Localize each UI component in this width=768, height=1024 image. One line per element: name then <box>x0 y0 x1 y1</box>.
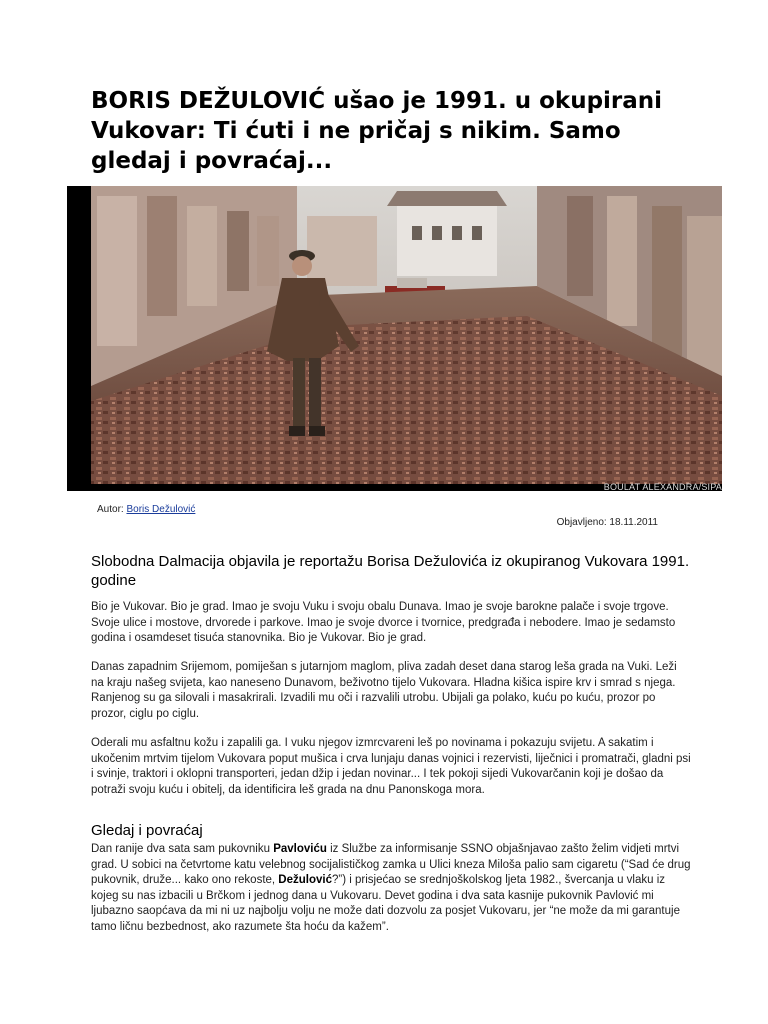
article-title: BORIS DEŽULOVIĆ ušao je 1991. u okupirani Vukovar: Ti ćuti i ne pričaj s nikim. Samo gledaj i povraćaj... <box>91 88 663 174</box>
article-subtitle: Slobodna Dalmacija objavila je reportažu Borisa Dežulovića iz okupiranog Vukovara 1991. godine <box>91 553 690 589</box>
author-line <box>97 504 195 515</box>
paragraph-4-text-1: Dan ranije dva sata sam pukovniku <box>91 843 274 855</box>
author-link[interactable]: Boris Dežulović <box>126 504 196 515</box>
paragraph-4-text-2: iz Službe za informisanje SSNO objašnjavao zašto želim vidjeti mrtvi grad. U sobici na četvrtome katu velebnog socijalističkog zamka u Ulici kneza Miloša palio sam cigaretu (“Sad će drug pukovnik, druže... kako ono rekoste, <box>91 843 691 886</box>
bold-name-dezulovic: Dežulović <box>278 874 332 886</box>
ruined-street-image <box>67 186 722 491</box>
publish-date: Objavljeno: 18.11.2011 <box>556 517 658 528</box>
author-label: Autor: <box>97 504 124 515</box>
paragraph-1: Bio je Vukovar. Bio je grad. Imao je svoju Vuku i svoju obalu Dunava. Imao je svoje barokne palače i svoje trgove. Svoje ulice i mostove, drvorede i parkove. Imao je svoje dvorce i tvornice, predgrađa i nebodere. Imao je sedamsto godina i osamdeset tisuća stanovnika. Bio je Vukovar. Bio je grad. <box>91 601 676 644</box>
paragraph-4-text-3: ?”) i prisjećao se srednjoškolskog ljeta 1982., švercanja u vlaku iz kojeg su nas izbacili u Brčkom i jednog dana u Vukovaru. Devet godina i dva sata kasnije pukovnik Pavlović mi ljubazno saopćava da mi ni uz najbolju volju ne može dati dozvolu za posjet Vukovaru, jer “ne može da mi garantuje tamo ličnu bezbednost, ako razumete šta hoću da kažem”. <box>91 874 680 933</box>
paragraph-4 <box>91 842 691 935</box>
paragraph-3: Oderali mu asfaltnu kožu i zapalili ga. I vuku njegov izmrcvareni leš po novinama i pokazuju svijetu. A sakatim i ukočenim mrtvim tijelom Vukovara poput mušica i crva lunjaju danas vojnici i rezervisti, liječnici i promatrači, gladni psi i svinje, traktori i oklopni transporteri, jedan džip i jedan novinar... I tek pokoji sijedi Vukovarčanin koji je došao da potraži svoju kuću i obitelj, da identificira leš grada na dnu Panonskoga mora. <box>91 737 691 796</box>
section-heading: Gledaj i povraćaj <box>91 822 203 839</box>
article-photo <box>67 186 722 491</box>
paragraph-2: Danas zapadnim Srijemom, pomiješan s jutarnjom maglom, pliva zadah deset dana starog leša grada na Vuki. Leži na kraju našeg svijeta, kao naneseno Dunavom, beživotno tijelo Vukovara. Hladna kišica ispire krv i smrad s njega. Ranjenog su ga silovali i masakrirali. Izvadili mu oči i razvalili utrobu. Ubijali ga polako, kuću po kuću, prozor po prozor, ciglu po ciglu. <box>91 661 677 720</box>
bold-name-pavlovic: Pavloviću <box>273 843 327 855</box>
photo-credit: BOULAT ALEXANDRA/SIPA <box>603 482 722 492</box>
